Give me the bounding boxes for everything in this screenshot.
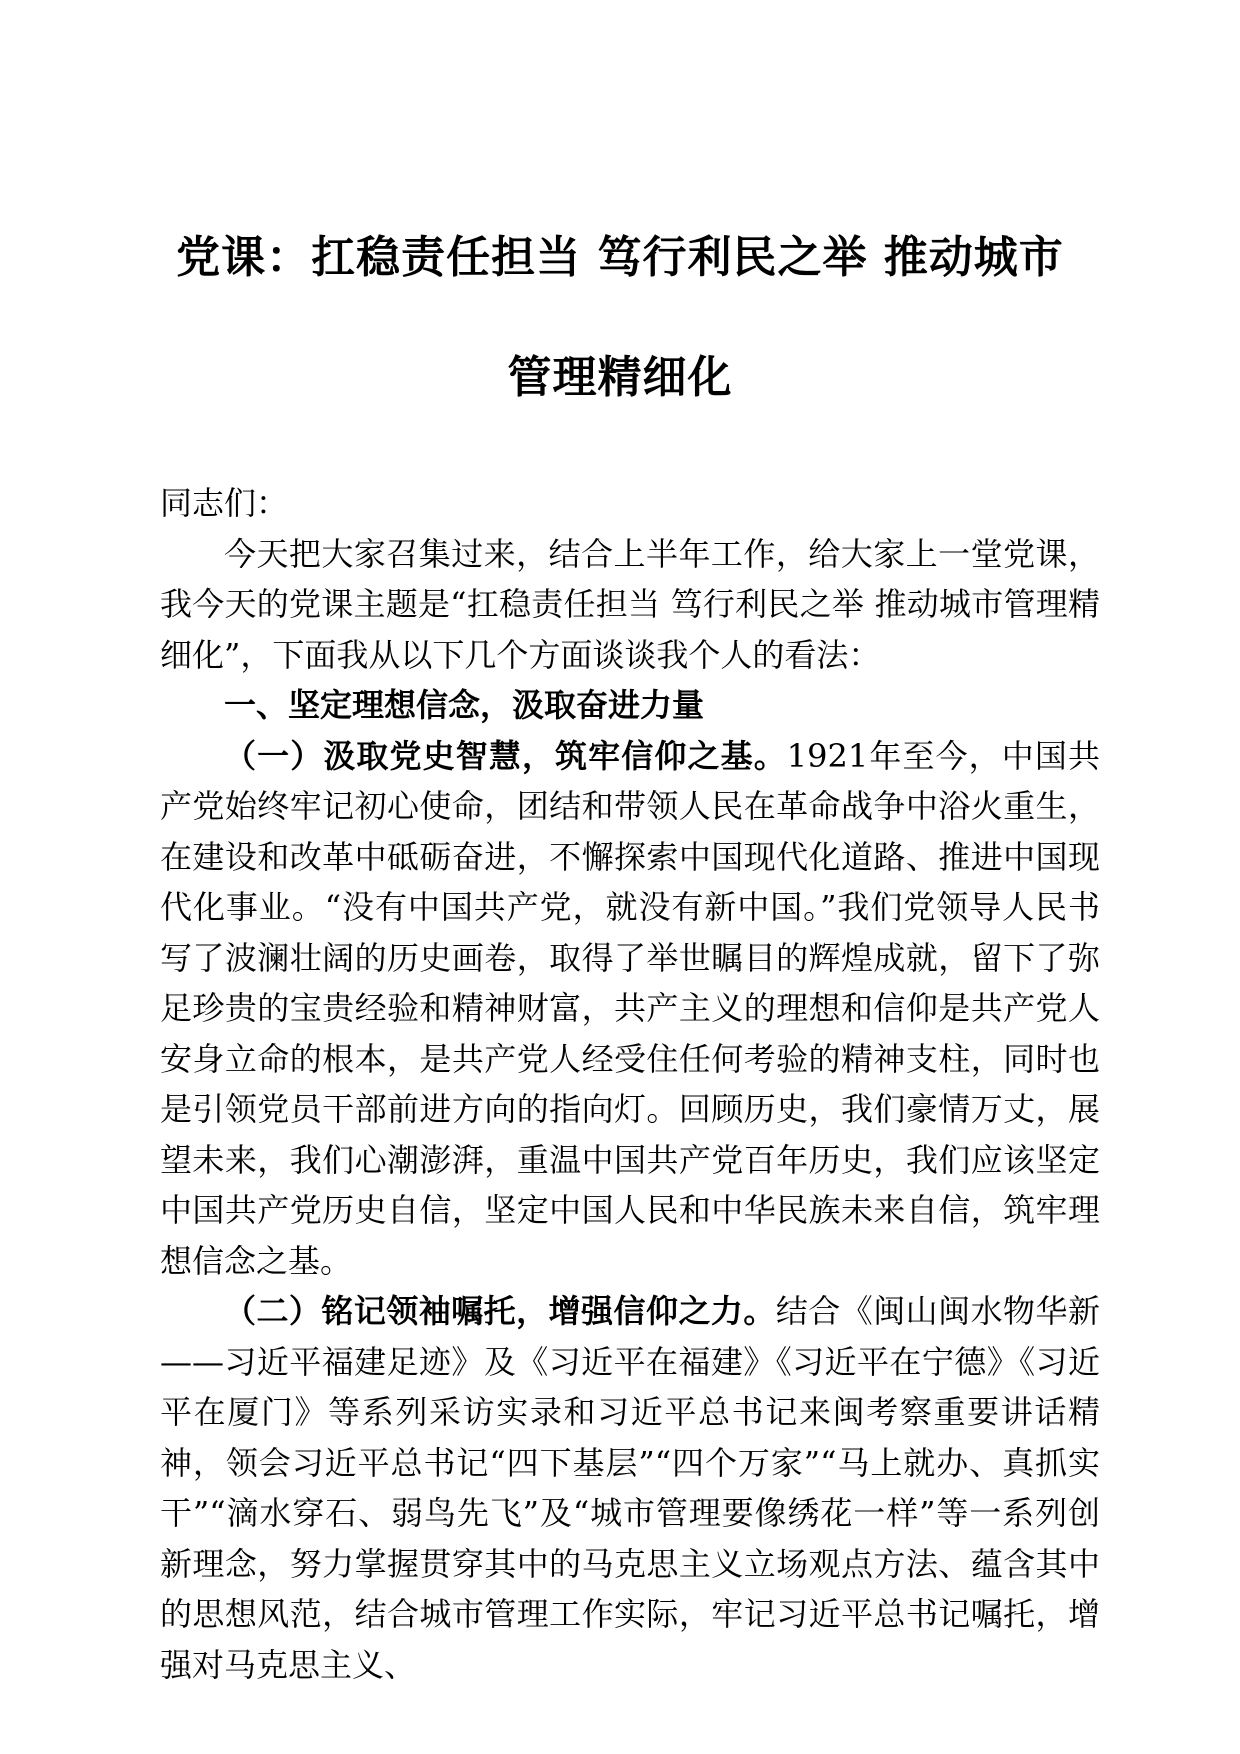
document-title-line-2: 管理精细化 (507, 352, 733, 403)
document-title-line-1: 党课：扛稳责任担当 笃行利民之举 推动城市 (176, 232, 1064, 283)
paragraph-2-body: 结合《闽山闽水物华新——习近平福建足迹》及《习近平在福建》《习近平在宁德》《习近平在厦门》等系列采访实录和习近平总书记来闽考察重要讲话精神，领会习近平总书记“四下基层”“四个万家”“马上就办、真抓实干”“滴水穿石、弱鸟先飞”及“城市管理要像绣花一样”等一系列创新理念，努力掌握贯穿其中的马克思主义立场观点方法、蕴含其中的思想风范，结合城市管理工作实际，牢记习近平总书记嘱托，增强对马克思主义、 (160, 1292, 1100, 1684)
paragraph-1-heading: （一）汲取党史智慧，筑牢信仰之基。 (224, 736, 787, 775)
paragraph-2 (160, 1286, 1100, 1690)
paragraph-1 (160, 731, 1100, 1287)
paragraph-1-body: 1921年至今，中国共产党始终牢记初心使命，团结和带领人民在革命战争中浴火重生，在建设和改革中砥砺奋进，不懈探索中国现代化道路、推进中国现代化事业。“没有中国共产党，就没有新中国。”我们党领导人民书写了波澜壮阔的历史画卷，取得了举世瞩目的辉煌成就，留下了弥足珍贵的宝贵经验和精神财富，共产主义的理想和信仰是共产党人安身立命的根本，是共产党人经受住任何考验的精神支柱，同时也是引领党员干部前进方向的指向灯。回顾历史，我们豪情万丈，展望未来，我们心潮澎湃，重温中国共产党百年历史，我们应该坚定中国共产党历史自信，坚定中国人民和中华民族未来自信，筑牢理想信念之基。 (160, 736, 1100, 1280)
section-heading-1: 一、坚定理想信念，汲取奋进力量 (224, 686, 705, 724)
salutation: 同志们： (160, 484, 289, 522)
document-body (160, 478, 1100, 1690)
intro-paragraph: 今天把大家召集过来，结合上半年工作，给大家上一堂党课，我今天的党课主题是“扛稳责任担当 笃行利民之举 推动城市管理精细化”，下面我从以下几个方面谈谈我个人的看法： (160, 534, 1100, 674)
paragraph-2-heading: （二）铭记领袖嘱托，增强信仰之力。 (224, 1292, 776, 1330)
